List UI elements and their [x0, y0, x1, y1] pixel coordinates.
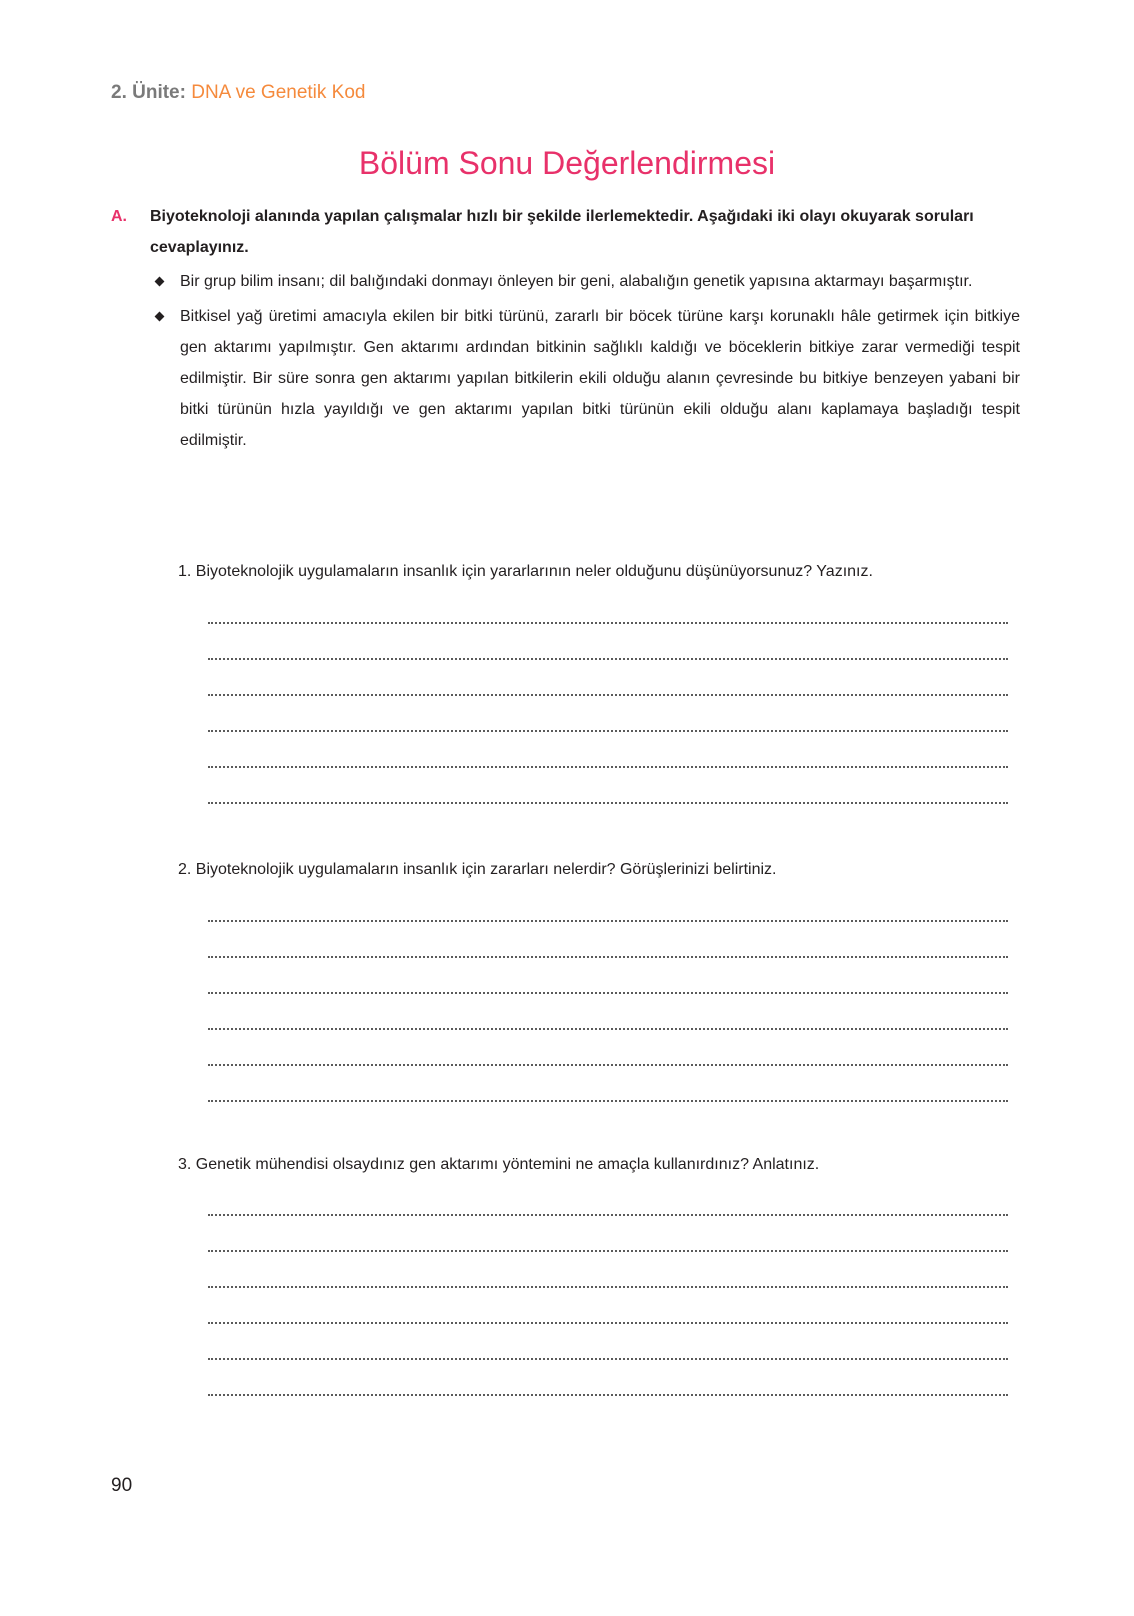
diamond-bullet-icon [155, 312, 165, 322]
answer-line[interactable] [208, 588, 1008, 624]
answer-line[interactable] [208, 922, 1008, 958]
answer-line[interactable] [208, 732, 1008, 768]
answer-line[interactable] [208, 886, 1008, 922]
unit-title: DNA ve Genetik Kod [191, 82, 366, 103]
section-letter: A. [111, 208, 127, 225]
answer-line[interactable] [208, 624, 1008, 660]
answer-line[interactable] [208, 660, 1008, 696]
section-intro: Biyoteknoloji alanında yapılan çalışmalar hızlı bir şekilde ilerlemektedir. Aşağıdaki iki olayı okuyarak soruları cevaplayınız. [150, 208, 974, 256]
answer-lines-2[interactable] [208, 886, 1008, 1102]
question-3: 3. Genetik mühendisi olsaydınız gen aktarımı yöntemini ne amaçla kullanırdınız? Anlatınız. [178, 1156, 820, 1173]
question-1: 1. Biyoteknolojik uygulamaların insanlık için yararlarının neler olduğunu düşünüyorsunuz? Yazınız. [178, 563, 873, 580]
diamond-bullet-icon [155, 277, 165, 287]
scenario-text: Bitkisel yağ üretimi amacıyla ekilen bir bitki türünü, zararlı bir böcek türüne karşı korunaklı hâle getirmek için bitkiye gen aktarımı yapılmıştır. Gen aktarımı ardından bitkinin sağlıklı kaldığı ve böceklerin bitkiye zarar vermediği tespit edilmiştir. Bir süre sonra gen aktarımı yapılan bitkilerin ekili olduğu alanın çevresinde bu bitkiye benzeyen yabani bir bitki türünün hızla yayıldığı ve gen aktarımı yapılan bitki türünün ekili olduğu alanı kaplamaya başladığı tespit edilmiştir. [180, 308, 1020, 449]
scenario-list [150, 266, 1020, 460]
scenario-item [150, 301, 1020, 456]
scenario-item [150, 266, 1020, 297]
answer-line[interactable] [208, 1180, 1008, 1216]
answer-lines-1[interactable] [208, 588, 1008, 804]
answer-line[interactable] [208, 958, 1008, 994]
unit-label: 2. Ünite: [111, 82, 186, 103]
answer-line[interactable] [208, 1360, 1008, 1396]
answer-line[interactable] [208, 768, 1008, 804]
unit-header [111, 81, 366, 105]
page-number: 90 [111, 1475, 133, 1496]
answer-line[interactable] [208, 1252, 1008, 1288]
answer-lines-3[interactable] [208, 1180, 1008, 1396]
answer-line[interactable] [208, 696, 1008, 732]
answer-line[interactable] [208, 1324, 1008, 1360]
scenario-text: Bir grup bilim insanı; dil balığındaki donmayı önleyen bir geni, alabalığın genetik yapısına aktarmayı başarmıştır. [180, 273, 973, 290]
answer-line[interactable] [208, 1216, 1008, 1252]
answer-line[interactable] [208, 1030, 1008, 1066]
page-title: Bölüm Sonu Değerlendirmesi [358, 145, 776, 181]
answer-line[interactable] [208, 994, 1008, 1030]
answer-line[interactable] [208, 1288, 1008, 1324]
question-2: 2. Biyoteknolojik uygulamaların insanlık için zararları nelerdir? Görüşlerinizi belirtiniz. [178, 861, 777, 878]
answer-line[interactable] [208, 1066, 1008, 1102]
